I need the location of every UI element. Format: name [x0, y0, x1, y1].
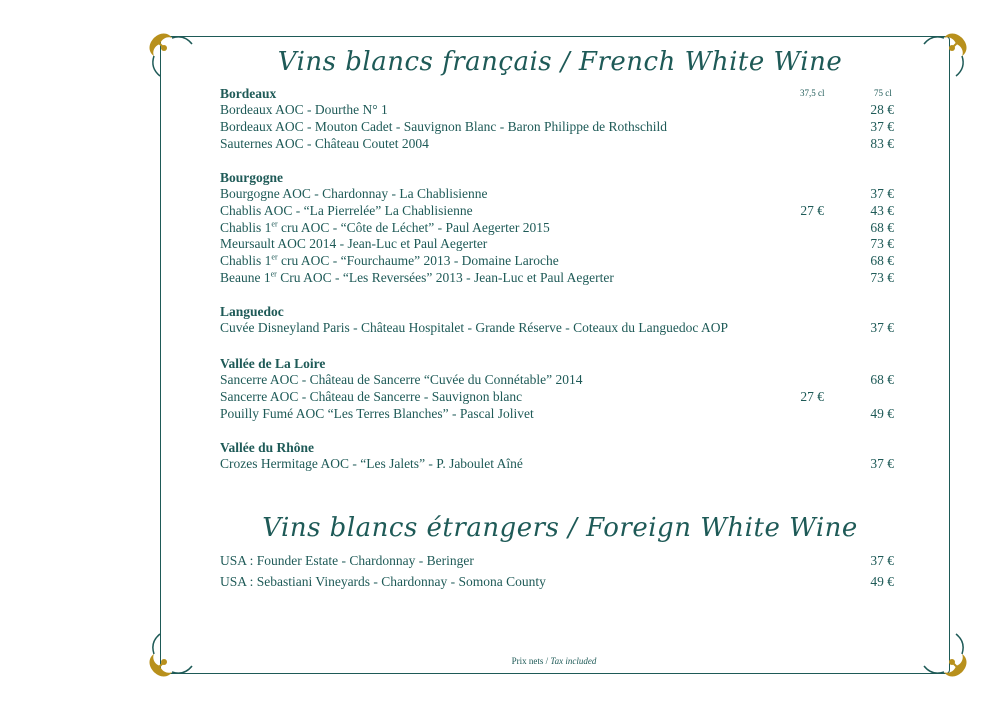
wine-section [220, 355, 894, 422]
ordinal-superscript: er [271, 219, 278, 229]
wine-name: USA : Founder Estate - Chardonnay - Beringer [220, 553, 474, 568]
wine-name [220, 270, 614, 287]
wine-row [220, 203, 894, 220]
wine-row [220, 572, 894, 593]
price-75cl: 37 € [870, 553, 894, 568]
price-75cl: 68 € [870, 253, 894, 269]
wine-section [220, 169, 894, 287]
wine-name: Bordeaux AOC - Mouton Cadet - Sauvignon Blanc - Baron Philippe de Rothschild [220, 118, 667, 134]
foreign-wine-list [220, 551, 894, 592]
french-white-wine-title: Vins blancs français / French White Wine [277, 47, 843, 77]
price-75cl: 73 € [870, 236, 894, 252]
ordinal-superscript: er [271, 252, 278, 262]
wine-row [220, 372, 894, 389]
wine-name [220, 220, 550, 237]
section-heading: Vallée de La Loire [220, 356, 326, 371]
price-75cl: 37 € [870, 186, 894, 201]
price-75cl: 83 € [870, 135, 894, 151]
price-75cl: 73 € [870, 269, 894, 285]
price-75cl: 37 € [870, 456, 894, 471]
section-heading: Bourgogne [220, 170, 284, 185]
wine-row [220, 236, 894, 253]
wine-name: Bordeaux AOC - Dourthe N° 1 [220, 102, 388, 117]
wine-row [220, 320, 894, 337]
wine-name-part: Beaune 1 [220, 269, 271, 285]
section-heading: Languedoc [220, 304, 284, 319]
price-75cl: 43 € [870, 202, 894, 218]
wine-row [220, 253, 894, 270]
footer-text: Prix nets / [511, 656, 551, 666]
corner-ornament-icon [146, 30, 198, 82]
wine-name-part: cru AOC - “Côte de Léchet” - Paul Aegerter 2015 [277, 219, 550, 235]
wine-name: Sauternes AOC - Château Coutet 2004 [220, 135, 429, 151]
footer-italic: Tax included [550, 656, 597, 666]
wine-name: Meursault AOC 2014 - Jean-Luc et Paul Aegerter [220, 236, 488, 252]
price-37cl: 27 € [800, 388, 824, 404]
wine-name: Cuvée Disneyland Paris - Château Hospitalet - Grande Réserve - Coteaux du Languedoc AOP [220, 320, 728, 335]
corner-ornament-icon [918, 30, 970, 82]
wine-row [220, 456, 894, 473]
wine-row [220, 270, 894, 287]
column-header-75cl: 75 cl [874, 88, 892, 98]
wine-name: USA : Sebastiani Vineyards - Chardonnay - Somona County [220, 573, 546, 589]
section-heading: Vallée du Rhône [220, 440, 315, 455]
wine-name: Pouilly Fumé AOC “Les Terres Blanches” - Pascal Jolivet [220, 405, 534, 421]
wine-row [220, 220, 894, 237]
wine-name: Sancerre AOC - Château de Sancerre “Cuvée du Connétable” 2014 [220, 372, 583, 387]
wine-row [220, 102, 894, 119]
wine-name-part: Chablis 1 [220, 253, 272, 269]
wine-row [220, 186, 894, 203]
wine-row [220, 136, 894, 153]
corner-ornament-icon [918, 628, 970, 680]
wine-row [220, 406, 894, 423]
price-75cl: 28 € [870, 102, 894, 117]
price-75cl: 49 € [870, 405, 894, 421]
wine-name-part: cru AOC - “Fourchaume” 2013 - Domaine Laroche [277, 253, 559, 269]
price-75cl: 68 € [870, 372, 894, 387]
wine-name-part: Cru AOC - “Les Reversées” 2013 - Jean-Luc et Paul Aegerter [276, 269, 614, 285]
price-75cl: 37 € [870, 320, 894, 335]
price-75cl: 49 € [870, 573, 894, 589]
wine-section [220, 439, 894, 473]
wine-name: Bourgogne AOC - Chardonnay - La Chablisienne [220, 186, 488, 201]
footer-note [160, 656, 948, 666]
foreign-white-wine-title: Vins blancs étrangers / Foreign White Wine [262, 513, 858, 543]
price-37cl: 27 € [800, 202, 824, 218]
wine-name: Chablis AOC - “La Pierrelée” La Chablisienne [220, 202, 473, 218]
wine-row [220, 119, 894, 136]
column-header-37cl: 37,5 cl [800, 88, 825, 98]
wine-name: Sancerre AOC - Château de Sancerre - Sauvignon blanc [220, 388, 523, 404]
ordinal-superscript: er [270, 269, 277, 279]
wine-name: Crozes Hermitage AOC - “Les Jalets” - P. Jaboulet Aîné [220, 456, 523, 471]
wine-name [220, 253, 559, 270]
corner-ornament-icon [146, 628, 198, 680]
wine-row [220, 389, 894, 406]
price-75cl: 37 € [870, 118, 894, 134]
wine-section [220, 85, 894, 152]
wine-section [220, 303, 894, 337]
wine-row [220, 551, 894, 572]
wine-name-part: Chablis 1 [220, 219, 272, 235]
price-75cl: 68 € [870, 219, 894, 235]
section-heading: Bordeaux [220, 86, 277, 101]
